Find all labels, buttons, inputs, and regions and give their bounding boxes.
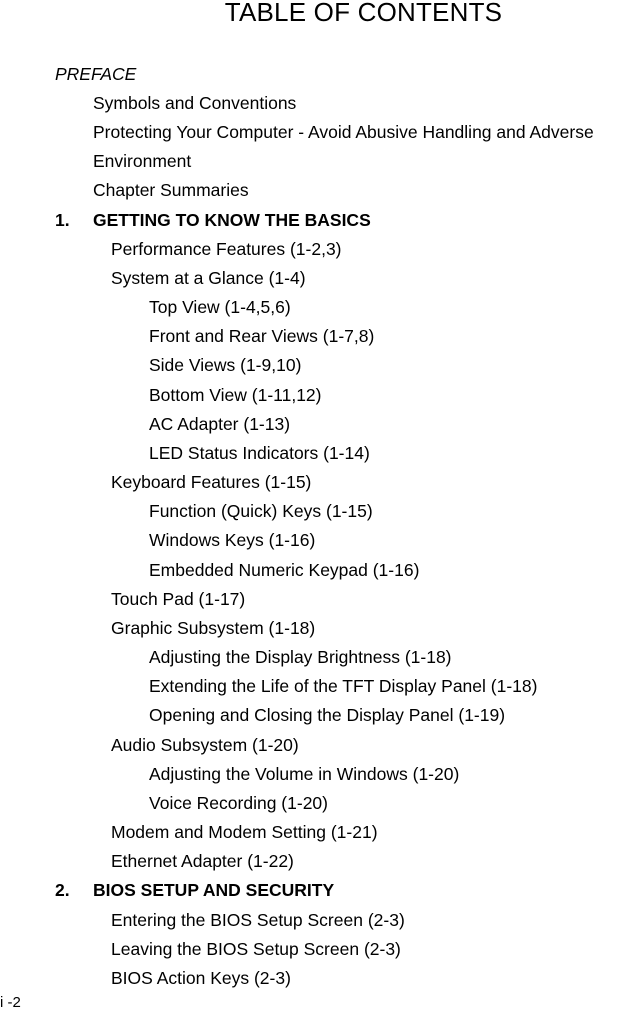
toc-entry: Extending the Life of the TFT Display Panel (1-18) bbox=[149, 676, 538, 696]
toc-entry: BIOS Action Keys (2-3) bbox=[111, 968, 291, 988]
toc-entry: Performance Features (1-2,3) bbox=[111, 239, 342, 259]
toc-chapter-heading: BIOS SETUP AND SECURITY bbox=[93, 880, 335, 900]
toc-entry: Audio Subsystem (1-20) bbox=[111, 735, 299, 755]
toc-entry: PREFACE bbox=[55, 64, 137, 84]
toc-entry: Leaving the BIOS Setup Screen (2-3) bbox=[111, 939, 401, 959]
toc-entry: System at a Glance (1-4) bbox=[111, 268, 306, 288]
toc-entry: Embedded Numeric Keypad (1-16) bbox=[149, 560, 420, 580]
toc-entry: Side Views (1-9,10) bbox=[149, 355, 302, 375]
toc-entry: Protecting Your Computer - Avoid Abusive Handling and Adverse bbox=[93, 122, 594, 142]
toc-entry: Touch Pad (1-17) bbox=[111, 589, 246, 609]
toc-entry: Keyboard Features (1-15) bbox=[111, 472, 312, 492]
toc-entry: Entering the BIOS Setup Screen (2-3) bbox=[111, 910, 405, 930]
toc-entry: Graphic Subsystem (1-18) bbox=[111, 618, 316, 638]
toc-entry: Adjusting the Volume in Windows (1-20) bbox=[149, 764, 460, 784]
toc-entry: Ethernet Adapter (1-22) bbox=[111, 851, 294, 871]
chapter-number: 1. bbox=[55, 210, 70, 230]
toc-entry: Windows Keys (1-16) bbox=[149, 530, 316, 550]
toc-entry: Front and Rear Views (1-7,8) bbox=[149, 326, 375, 346]
toc-chapter-heading: GETTING TO KNOW THE BASICS bbox=[93, 210, 371, 230]
toc-entry: Top View (1-4,5,6) bbox=[149, 297, 291, 317]
toc-entry: Symbols and Conventions bbox=[93, 93, 297, 113]
toc-entry: Environment bbox=[93, 151, 192, 171]
chapter-number: 2. bbox=[55, 880, 70, 900]
toc-entry: Modem and Modem Setting (1-21) bbox=[111, 822, 378, 842]
toc-entry: AC Adapter (1-13) bbox=[149, 414, 291, 434]
toc-entry: Chapter Summaries bbox=[93, 180, 249, 200]
toc-entry: Voice Recording (1-20) bbox=[149, 793, 328, 813]
page-number: i -2 bbox=[0, 994, 21, 1011]
toc-entry: LED Status Indicators (1-14) bbox=[149, 443, 370, 463]
toc-entry: Adjusting the Display Brightness (1-18) bbox=[149, 647, 452, 667]
toc-entry: Function (Quick) Keys (1-15) bbox=[149, 501, 373, 521]
toc-entry: Bottom View (1-11,12) bbox=[149, 385, 322, 405]
page-title: TABLE OF CONTENTS bbox=[224, 0, 503, 27]
toc-entry: Opening and Closing the Display Panel (1-19) bbox=[149, 705, 506, 725]
